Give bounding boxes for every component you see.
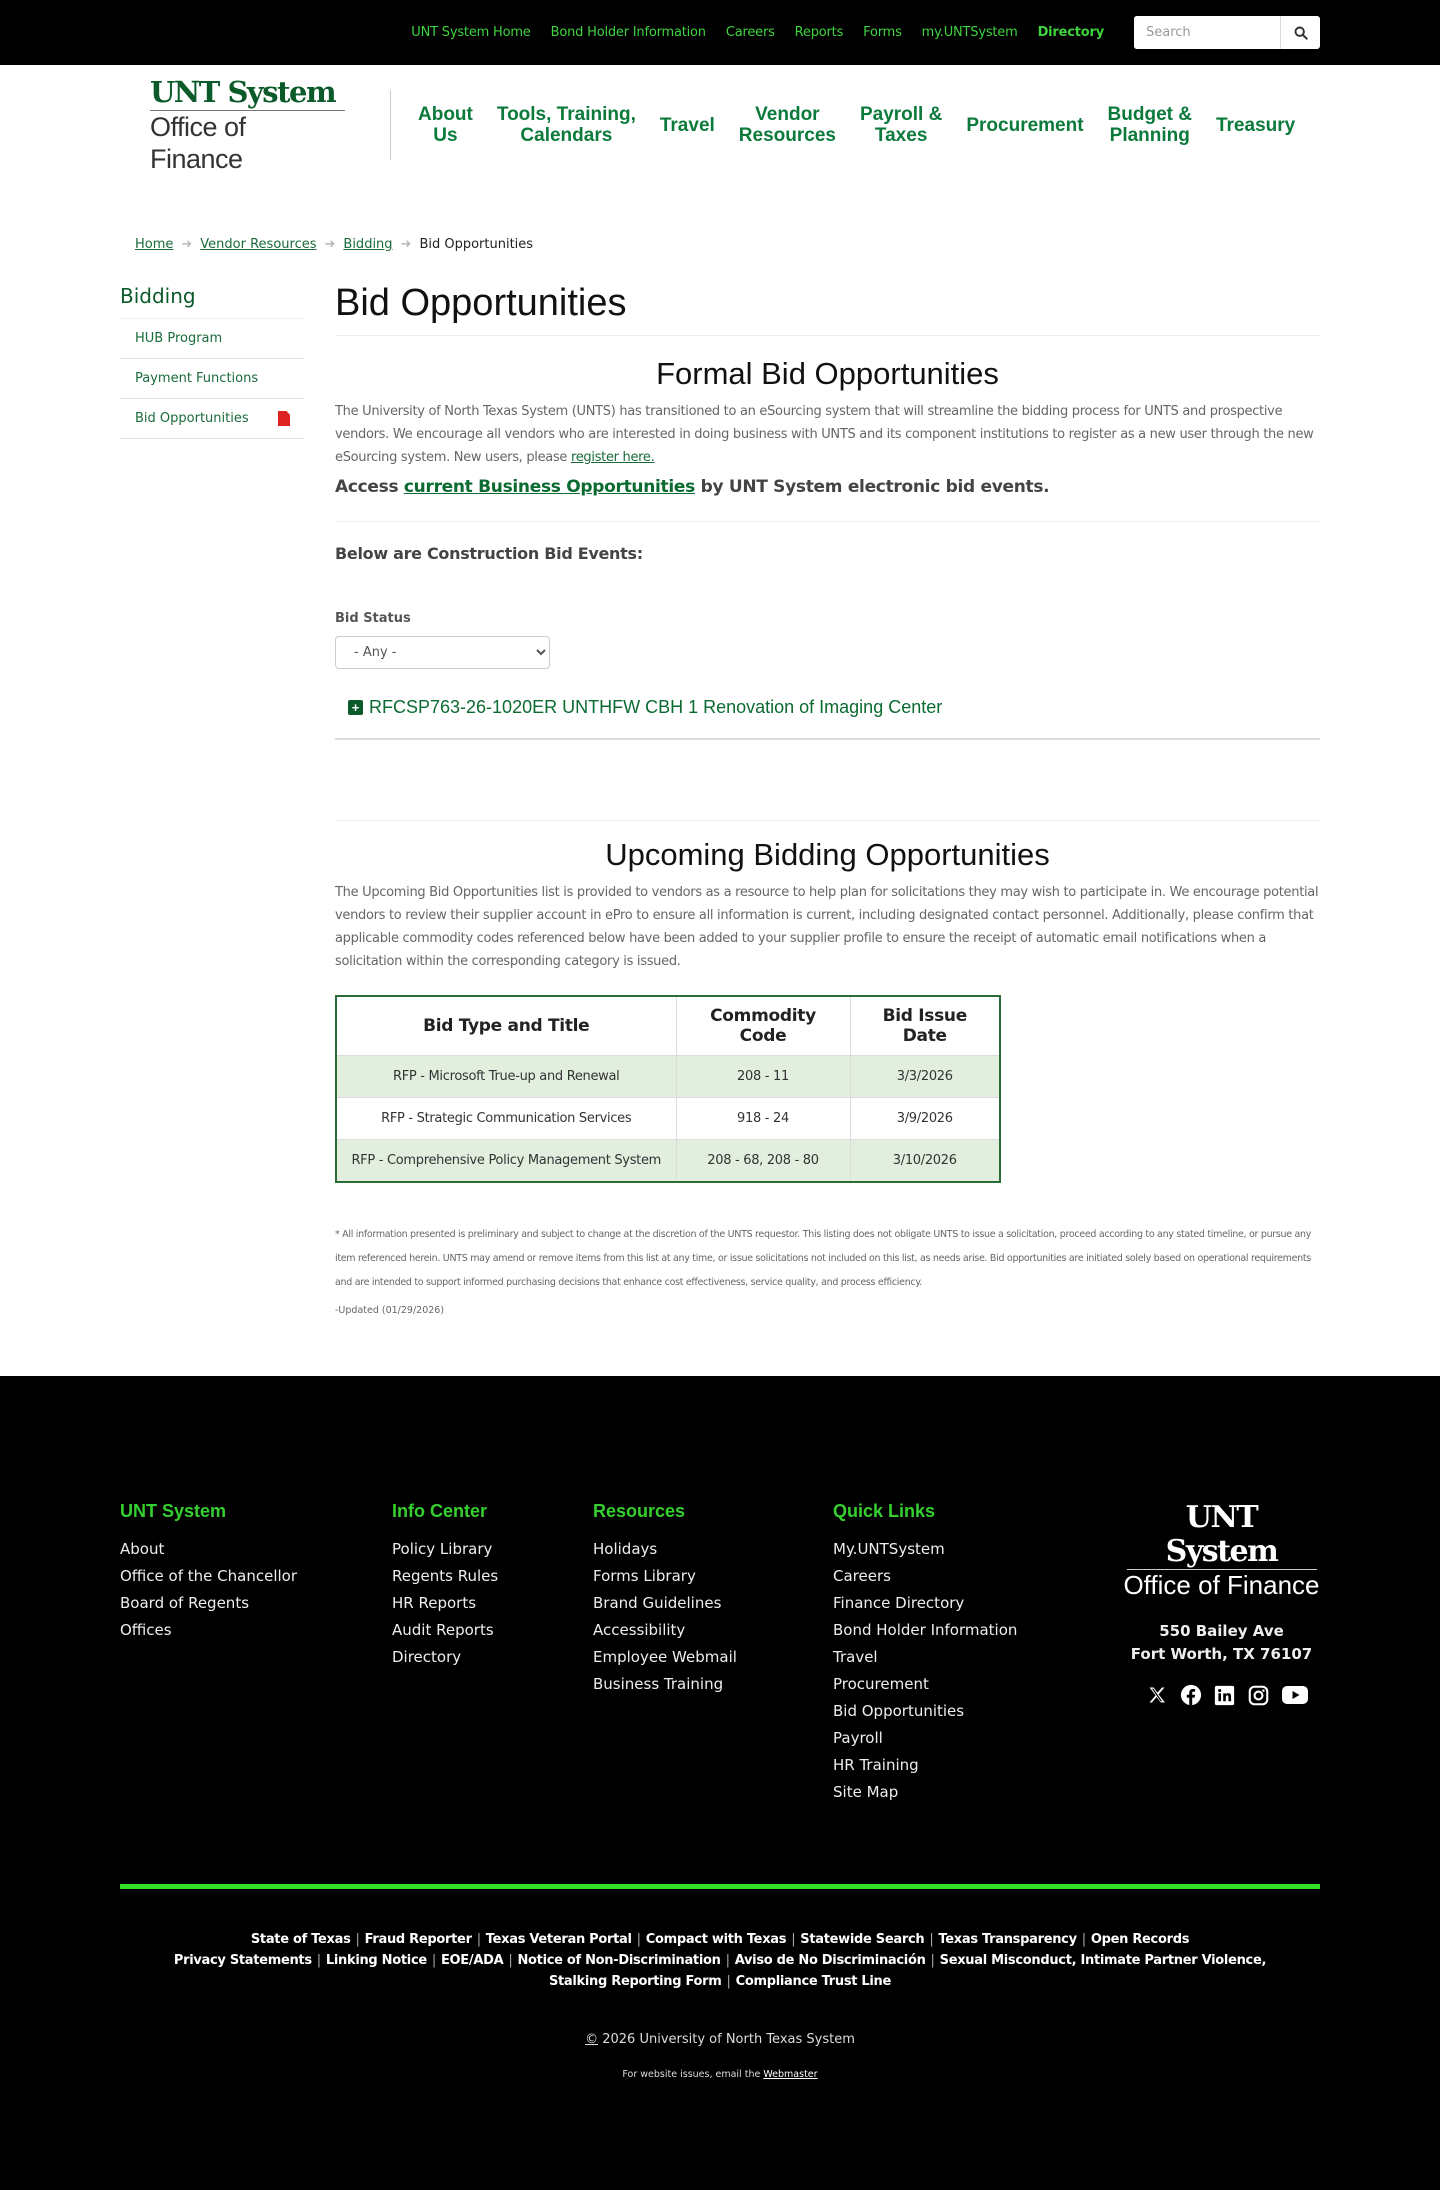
nav-budget-planning[interactable] — [1096, 104, 1204, 146]
column-header: Bid Type and Title — [336, 996, 676, 1056]
legal-link[interactable]: EOE/ADA — [440, 1953, 504, 1968]
footer-columns — [120, 1501, 1320, 1806]
footer-logo-line-2: Office of Finance — [1123, 1570, 1320, 1600]
table-row — [336, 1098, 1000, 1140]
footer-link[interactable]: Accessibility — [593, 1621, 686, 1639]
arrow-right-icon: ➜ — [400, 237, 412, 252]
footer-green-bar — [120, 1884, 1320, 1889]
footer-link[interactable]: Audit Reports — [392, 1621, 494, 1639]
footer-link[interactable]: Forms Library — [593, 1567, 696, 1585]
copyright — [120, 2032, 1320, 2047]
legal-link[interactable]: Texas Transparency — [938, 1932, 1077, 1947]
breadcrumb — [0, 185, 1440, 252]
access-line — [335, 477, 1320, 497]
utility-link-bond-holder-information[interactable]: Bond Holder Information — [550, 25, 706, 40]
nav-label: Us — [433, 125, 458, 146]
nav-procurement[interactable] — [954, 115, 1095, 136]
intro-text: The University of North Texas System (UNTS) has transitioned to an eSourcing system that will streamline the bidding process for UNTS and prospective vendors. We encourage all vendors who are interested in doing business with UNTS and its component institutions to register as a new user through the new eSourcing system. New users, please — [335, 404, 1314, 465]
search-button[interactable] — [1280, 16, 1320, 49]
footer-link[interactable]: Payroll — [833, 1729, 883, 1747]
utility-link-careers[interactable]: Careers — [725, 25, 775, 40]
upcoming-bid-heading: Upcoming Bidding Opportunities — [605, 837, 1050, 872]
footer-link[interactable]: Bid Opportunities — [833, 1702, 965, 1720]
bid-title-cell: RFP - Comprehensive Policy Management System — [336, 1140, 676, 1183]
sidebar-item-label[interactable]: Payment Functions — [135, 371, 259, 386]
address-line-1: 550 Bailey Ave — [1159, 1622, 1284, 1640]
youtube-icon[interactable] — [1282, 1684, 1308, 1706]
access-suffix: by UNT System electronic bid events. — [694, 477, 1050, 497]
commodity-code-cell: 208 - 11 — [676, 1056, 850, 1098]
updated-date: -Updated (01/29/2026) — [335, 1305, 445, 1316]
bid-status-select[interactable] — [335, 636, 550, 669]
footer-link[interactable]: Employee Webmail — [593, 1648, 737, 1666]
bid-status-label: Bid Status — [335, 611, 411, 626]
disclaimer: * All information presented is preliminary and subject to change at the discretion of the UNTS requestor. This listing does not obligate UNTS to issue a solicitation, proceed according to any stated timeline, or pursue any item referenced herein. UNTS may amend or remove items from this list at any time, or issue solicitations not included on this list, as needs arise. Bid opportunities are initiated solely based on operational requirements and are intended to support informed purchasing decisions that enhance cost effectiveness, service quality, and process efficiency. — [335, 1229, 1312, 1288]
utility-link-reports[interactable]: Reports — [794, 25, 844, 40]
sidebar-item-hub-program[interactable] — [120, 319, 305, 359]
plus-icon: + — [348, 700, 363, 715]
table-row — [336, 1140, 1000, 1183]
table-row — [336, 1056, 1000, 1098]
legal-line-2: Privacy Statements | Linking Notice | EOE/ADA | Notice of Non-Discrimination | Aviso de No Discriminación | Sexual Misconduct, Intimate Partner Violence, Stalking Reporting Form | Compliance Trust Line — [173, 1953, 1267, 1989]
nav-vendor-resources[interactable] — [727, 104, 848, 146]
footer-column-info-center — [392, 1501, 593, 1806]
legal-link[interactable]: Privacy Statements — [173, 1953, 312, 1968]
footer-logo-line-1: UNT System — [1127, 1501, 1317, 1570]
legal-line-1: State of Texas | Fraud Reporter | Texas Veteran Portal | Compact with Texas | Statewide Search | Texas Transparency | Open Records — [250, 1932, 1190, 1947]
business-opportunities-link[interactable]: current Business Opportunities — [403, 477, 695, 497]
arrow-right-icon: ➜ — [181, 237, 193, 252]
nav-label: About — [418, 104, 473, 125]
main-content — [335, 282, 1320, 1376]
divider — [335, 820, 1320, 821]
bid-event-item[interactable] — [348, 697, 1320, 738]
breadcrumb-bidding[interactable]: Bidding — [343, 237, 393, 252]
nav-treasury[interactable] — [1204, 115, 1307, 136]
footer-link[interactable]: About — [120, 1540, 165, 1558]
copyright-symbol[interactable]: © — [585, 2032, 599, 2047]
legal-link[interactable]: Statewide Search — [800, 1932, 925, 1947]
footer-column-unt-system — [120, 1501, 392, 1806]
column-header: Bid Issue Date — [850, 996, 1000, 1056]
breadcrumb-current: Bid Opportunities — [419, 237, 534, 252]
footer-link[interactable]: HR Reports — [392, 1594, 477, 1612]
bid-event-title: RFCSP763-26-1020ER UNTHFW CBH 1 Renovation of Imaging Center — [369, 697, 943, 717]
footer-heading: Quick Links — [833, 1501, 936, 1521]
footer-link[interactable]: Careers — [833, 1567, 891, 1585]
footer-column-quick-links — [833, 1501, 1083, 1806]
utility-link-directory[interactable]: Directory — [1037, 25, 1104, 40]
access-prefix: Access — [335, 477, 404, 497]
webmaster-prefix: For website issues, email the — [622, 2069, 764, 2080]
footer-link[interactable]: Board of Regents — [120, 1594, 250, 1612]
search-input[interactable] — [1134, 16, 1280, 49]
sidebar-item-payment-functions[interactable] — [120, 359, 305, 399]
footer-link[interactable]: Bond Holder Information — [833, 1621, 1018, 1639]
formal-bid-intro — [335, 400, 1320, 469]
search-icon — [1294, 26, 1308, 40]
legal-link[interactable]: Compliance Trust Line — [735, 1974, 892, 1989]
nav-label: Calendars — [520, 125, 613, 146]
nav-tools-training-calendars[interactable] — [485, 104, 648, 146]
footer-link[interactable]: Offices — [120, 1621, 172, 1639]
legal-link[interactable]: Sexual Misconduct, Intimate Partner Violence, Stalking Reporting Form — [548, 1953, 1267, 1989]
logo-line-1: UNT System — [150, 76, 345, 111]
legal-link[interactable]: Aviso de No Discriminación — [734, 1953, 926, 1968]
breadcrumb-home[interactable]: Home — [135, 237, 174, 252]
linkedin-icon[interactable] — [1214, 1684, 1236, 1706]
footer-link[interactable]: Policy Library — [392, 1540, 493, 1558]
bid-title-cell: RFP - Strategic Communication Services — [336, 1098, 676, 1140]
construction-heading: Below are Construction Bid Events: — [335, 544, 643, 563]
nav-label: Payroll & — [859, 104, 943, 125]
column-header: Commodity Code — [676, 996, 850, 1056]
nav-about-us[interactable] — [406, 104, 485, 146]
legal-link[interactable]: Texas Veteran Portal — [485, 1932, 632, 1947]
arrow-right-icon: ➜ — [324, 237, 336, 252]
webmaster-link[interactable]: Webmaster — [763, 2069, 818, 2080]
divider — [335, 521, 1320, 522]
footer-link[interactable]: Directory — [392, 1648, 462, 1666]
utility-link-unt-system-home[interactable]: UNT System Home — [411, 25, 531, 40]
nav-label: Procurement — [966, 114, 1084, 136]
commodity-code-cell: 918 - 24 — [676, 1098, 850, 1140]
sidebar-item-label[interactable]: HUB Program — [135, 331, 223, 346]
legal-link[interactable]: Notice of Non-Discrimination — [517, 1953, 721, 1968]
top-utility-bar — [0, 0, 1440, 65]
sidebar-menu — [120, 319, 305, 439]
footer-heading: Resources — [593, 1501, 686, 1521]
copyright-text: 2026 University of North Texas System — [598, 2032, 855, 2047]
nav-label: Resources — [738, 125, 836, 146]
sidebar-title: Bidding — [120, 282, 305, 319]
search-box — [1134, 16, 1320, 49]
footer-link[interactable]: Procurement — [833, 1675, 929, 1693]
logo-line-2: Office of Finance — [150, 111, 246, 174]
legal-link[interactable]: Linking Notice — [325, 1953, 427, 1968]
nav-label: Tools, Training, — [496, 104, 636, 125]
footer-column-resources — [593, 1501, 833, 1806]
issue-date-cell: 3/9/2026 — [850, 1098, 1000, 1140]
footer-brand — [1083, 1501, 1320, 1806]
site-footer — [0, 1376, 1440, 2190]
sidebar-item-label[interactable]: Bid Opportunities — [135, 411, 249, 426]
footer-address — [1123, 1620, 1320, 1666]
legal-link[interactable]: Open Records — [1090, 1932, 1190, 1947]
address-line-2: Fort Worth, TX 76107 — [1130, 1645, 1313, 1663]
nav-label: Vendor — [755, 104, 820, 125]
bid-title-cell: RFP - Microsoft True-up and Renewal — [336, 1056, 676, 1098]
register-link[interactable]: register here. — [570, 450, 655, 465]
issue-date-cell: 3/3/2026 — [850, 1056, 1000, 1098]
footer-link[interactable]: Finance Directory — [833, 1594, 965, 1612]
utility-link-my-untsystem[interactable]: my.UNTSystem — [921, 25, 1018, 40]
footer-heading: Info Center — [392, 1501, 488, 1521]
site-header — [0, 65, 1440, 185]
page-title: Bid Opportunities — [335, 282, 1320, 336]
site-logo[interactable] — [150, 74, 345, 174]
legal-link[interactable]: State of Texas — [250, 1932, 351, 1947]
utility-nav — [391, 25, 1104, 40]
footer-link[interactable]: Regents Rules — [392, 1567, 499, 1585]
social-links — [1123, 1684, 1320, 1706]
table-header-row — [336, 996, 1000, 1056]
legal-links — [120, 1929, 1320, 1992]
sidebar — [120, 282, 305, 1376]
nav-label: Taxes — [874, 125, 928, 146]
pdf-icon — [278, 411, 290, 426]
formal-bid-heading: Formal Bid Opportunities — [656, 356, 999, 391]
instagram-icon[interactable] — [1248, 1684, 1270, 1706]
nav-label: Treasury — [1215, 114, 1296, 136]
upcoming-bids-table — [335, 995, 1001, 1183]
footer-link[interactable]: Travel — [833, 1648, 878, 1666]
footer-heading: UNT System — [120, 1501, 227, 1521]
page-content — [0, 252, 1440, 1376]
issue-date-cell: 3/10/2026 — [850, 1140, 1000, 1183]
upcoming-intro: The Upcoming Bid Opportunities list is provided to vendors as a resource to help plan for solicitations they may wish to participate in. We encourage potential vendors to review their supplier account in ePro to ensure all information is current, including designated contact personnel. Additionally, please confirm that applicable commodity codes referenced below have been added to your supplier profile to ensure the receipt of automatic email notifications when a solicitation within the corresponding category is issued. — [335, 885, 1319, 969]
x-icon[interactable] — [1146, 1684, 1168, 1706]
footer-link[interactable]: Office of the Chancellor — [120, 1567, 297, 1585]
footer-link[interactable]: Brand Guidelines — [593, 1594, 722, 1612]
facebook-icon[interactable] — [1180, 1684, 1202, 1706]
nav-travel[interactable] — [648, 115, 727, 136]
commodity-code-cell: 208 - 68, 208 - 80 — [676, 1140, 850, 1183]
sidebar-item-bid-opportunities[interactable] — [120, 399, 305, 439]
nav-label: Planning — [1109, 125, 1190, 146]
footer-link[interactable]: Holidays — [593, 1540, 658, 1558]
footer-link[interactable]: My.UNTSystem — [833, 1540, 945, 1558]
utility-link-forms[interactable]: Forms — [863, 25, 902, 40]
nav-label: Budget & — [1107, 104, 1192, 125]
legal-link[interactable]: Fraud Reporter — [364, 1932, 472, 1947]
nav-label: Travel — [659, 114, 715, 136]
footer-link[interactable]: Site Map — [833, 1783, 899, 1801]
footer-link[interactable]: Business Training — [593, 1675, 724, 1693]
legal-link[interactable]: Compact with Texas — [645, 1932, 787, 1947]
header-divider — [390, 90, 391, 160]
nav-payroll-taxes[interactable] — [848, 104, 954, 146]
breadcrumb-vendor-resources[interactable]: Vendor Resources — [200, 237, 317, 252]
main-nav — [406, 104, 1307, 146]
webmaster-note — [120, 2069, 1320, 2150]
footer-link[interactable]: HR Training — [833, 1756, 919, 1774]
